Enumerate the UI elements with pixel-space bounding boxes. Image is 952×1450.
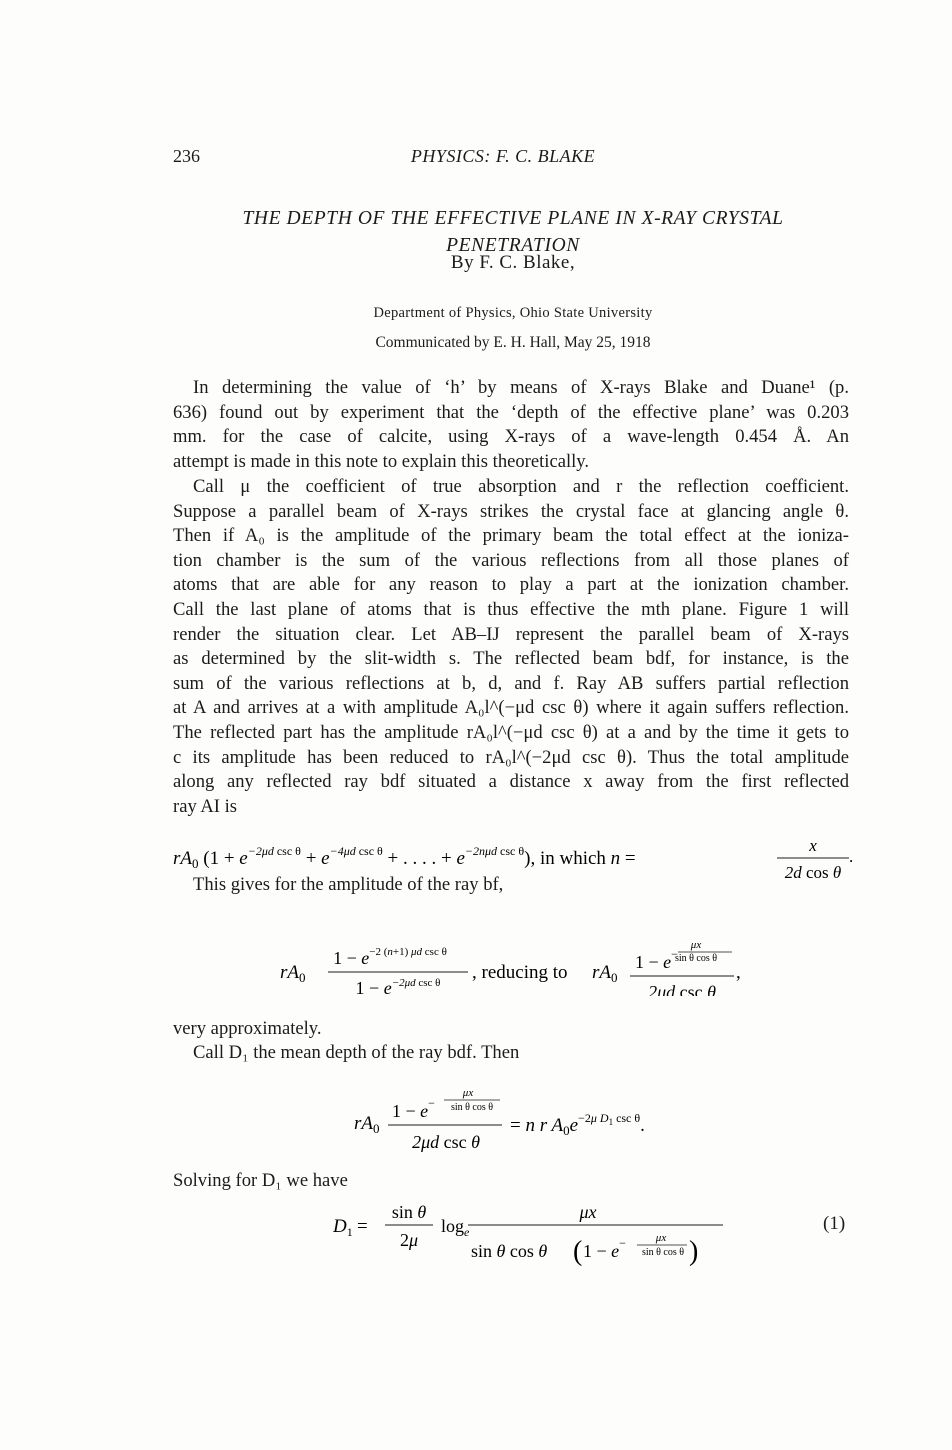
article-title-line-2: PENETRATION <box>446 235 580 256</box>
paragraph-line: at A and arrives at a with amplitude A₀l^(−μd csc θ) where it again suffers reflection. <box>173 697 849 719</box>
paragraph-line: c its amplitude has been reduced to rA₀l^(−2μd csc θ). Thus the total amplitude <box>173 746 849 768</box>
svg-text:μx: μx <box>655 1232 667 1244</box>
paragraph-intro <box>173 376 849 474</box>
author-byline: By F. C. Blake, <box>450 252 576 273</box>
svg-text:sin θ cos θ: sin θ cos θ <box>450 1102 494 1113</box>
paragraph-line: atoms that are able for any reason to play a part at the ionization chamber. <box>173 574 849 596</box>
svg-text:sin θ: sin θ <box>391 1202 427 1222</box>
svg-text:1 − e−: 1 − e− <box>583 1236 626 1261</box>
article-title <box>173 205 853 259</box>
svg-text:D1: $D_1$ <box>333 1216 353 1239</box>
paragraph-line: as determined by the slit-width s. The reflected beam bdf, for instance, is the <box>173 648 849 670</box>
equation-amplitude-bf <box>280 936 840 996</box>
paragraph-line: Then if A₀ is the amplitude of the primary beam the total effect at the ioniza- <box>173 525 849 547</box>
svg-text:): ) <box>689 1236 699 1267</box>
svg-text:, reducing to: , reducing to <box>472 962 568 983</box>
paragraph-line: attempt is made in this note to explain this theoretically. <box>173 450 590 472</box>
svg-text:rA0: $rA_0$ <box>354 1113 380 1136</box>
svg-text:= n r A0e−2μ D1 csc θ.: = n r $A_0e^{-2}\mu$ D1 csc θ. <box>510 1111 645 1138</box>
svg-text:loge: $\log_e$ <box>441 1216 470 1239</box>
svg-text:(: ( <box>573 1236 583 1267</box>
communicated-line: Communicated by E. H. Hall, May 25, 1918 <box>375 334 651 351</box>
paragraph-line: In determining the value of ‘h’ by means of X-rays Blake and Duane¹ (p. <box>193 377 849 398</box>
paragraph-line: Call μ the coefficient of true absorption and r the reflection coefficient. <box>193 476 849 497</box>
svg-text:2μd csc θ: 2μd csc θ <box>648 982 716 996</box>
svg-text:,: , <box>736 962 741 983</box>
svg-text:sin θ cos θ: sin θ cos θ <box>641 1247 685 1258</box>
paragraph-setup <box>173 475 849 819</box>
paragraph-line: render the situation clear. Let AB–IJ represent the parallel beam of X-rays <box>173 623 849 645</box>
svg-text:μx: μx <box>579 1202 597 1222</box>
svg-text:1 − e−2 (n+1) μd csc θ: $1 - e^{-2 (}n+1$) μd csc θ <box>333 946 447 968</box>
equation-mean-depth <box>350 1075 770 1155</box>
paragraph-line: tion chamber is the sum of the various reflections from all those planes of <box>173 549 849 571</box>
svg-text:rA0: $rA_0$ <box>280 962 306 985</box>
text-very-approx: very approximately. <box>173 1018 322 1039</box>
text-gives: This gives for the amplitude of the ray bf, <box>193 874 504 895</box>
svg-text:μx: μx <box>690 939 702 951</box>
svg-text:1 − e−: 1 − e− <box>392 1096 435 1121</box>
page-number: 236 <box>173 146 200 166</box>
running-head <box>173 146 853 170</box>
svg-text:1 − e−2μd csc θ: $1 - e^{-2\mu d}$ csc θ <box>355 977 441 996</box>
svg-text:1 − e−: 1 − e− <box>635 947 678 972</box>
svg-text:2μ: 2μ <box>399 1230 419 1250</box>
paragraph-line: Call the last plane of atoms that is thus effective the mth plane. Figure 1 will <box>173 598 849 620</box>
text-solving: Solving for D₁ we have <box>173 1170 348 1191</box>
svg-text:sin θ cos θ: sin θ cos θ <box>471 1241 548 1261</box>
paragraph-line: mm. for the case of calcite, using X-rays of a wave-length 0.454 Å. An <box>173 426 849 448</box>
text-call-d1: Call D₁ the mean depth of the ray bdf. Then <box>193 1042 520 1063</box>
equation-number: (1) <box>823 1213 846 1234</box>
svg-text:rA0: $rA_0$ <box>592 962 618 985</box>
paragraph-line: along any reflected ray bdf situated a distance x away from the first reflected <box>173 771 849 793</box>
paragraph-line: 636) found out by experiment that the ‘depth of the effective plane’ was 0.203 <box>173 401 849 423</box>
paragraph-line: Suppose a parallel beam of X-rays strikes the crystal face at glancing angle θ. <box>173 500 849 522</box>
svg-text:.: . <box>849 847 853 866</box>
svg-text:2μd csc θ: 2μd csc θ <box>412 1132 480 1152</box>
svg-text:sin θ cos θ: sin θ cos θ <box>674 953 718 964</box>
svg-text:2d cos θ: 2d cos θ <box>784 863 842 882</box>
svg-text:μx: μx <box>462 1087 474 1099</box>
svg-text:x: x <box>809 838 817 855</box>
paragraph-line: ray AI is <box>173 795 238 817</box>
paragraph-line: sum of the various reflections at b, d, and f. Ray AB suffers partial reflection <box>173 672 849 694</box>
running-title: PHYSICS: F. C. BLAKE <box>410 146 596 166</box>
paragraph-line: The reflected part has the amplitude rA₀l^(−μd csc θ) at a and by the time it gets to <box>173 721 849 743</box>
svg-text:rA0 (1 + e−2μd csc θ + e−4μd c: $rA_0$ ($1 + e^{-2\mu d}$ $\csc \theta + e^{-4\mu d}$ csc θ + . . . . + $e^{-2n\mu d}$ csc θ), in which n = <box>173 844 636 871</box>
svg-text:=: = <box>357 1216 368 1237</box>
affiliation: Department of Physics, Ohio State University <box>373 305 653 321</box>
equation-solution <box>333 1200 853 1270</box>
article-title-line-1: THE DEPTH OF THE EFFECTIVE PLANE IN X-RAY CRYSTAL <box>242 208 784 229</box>
